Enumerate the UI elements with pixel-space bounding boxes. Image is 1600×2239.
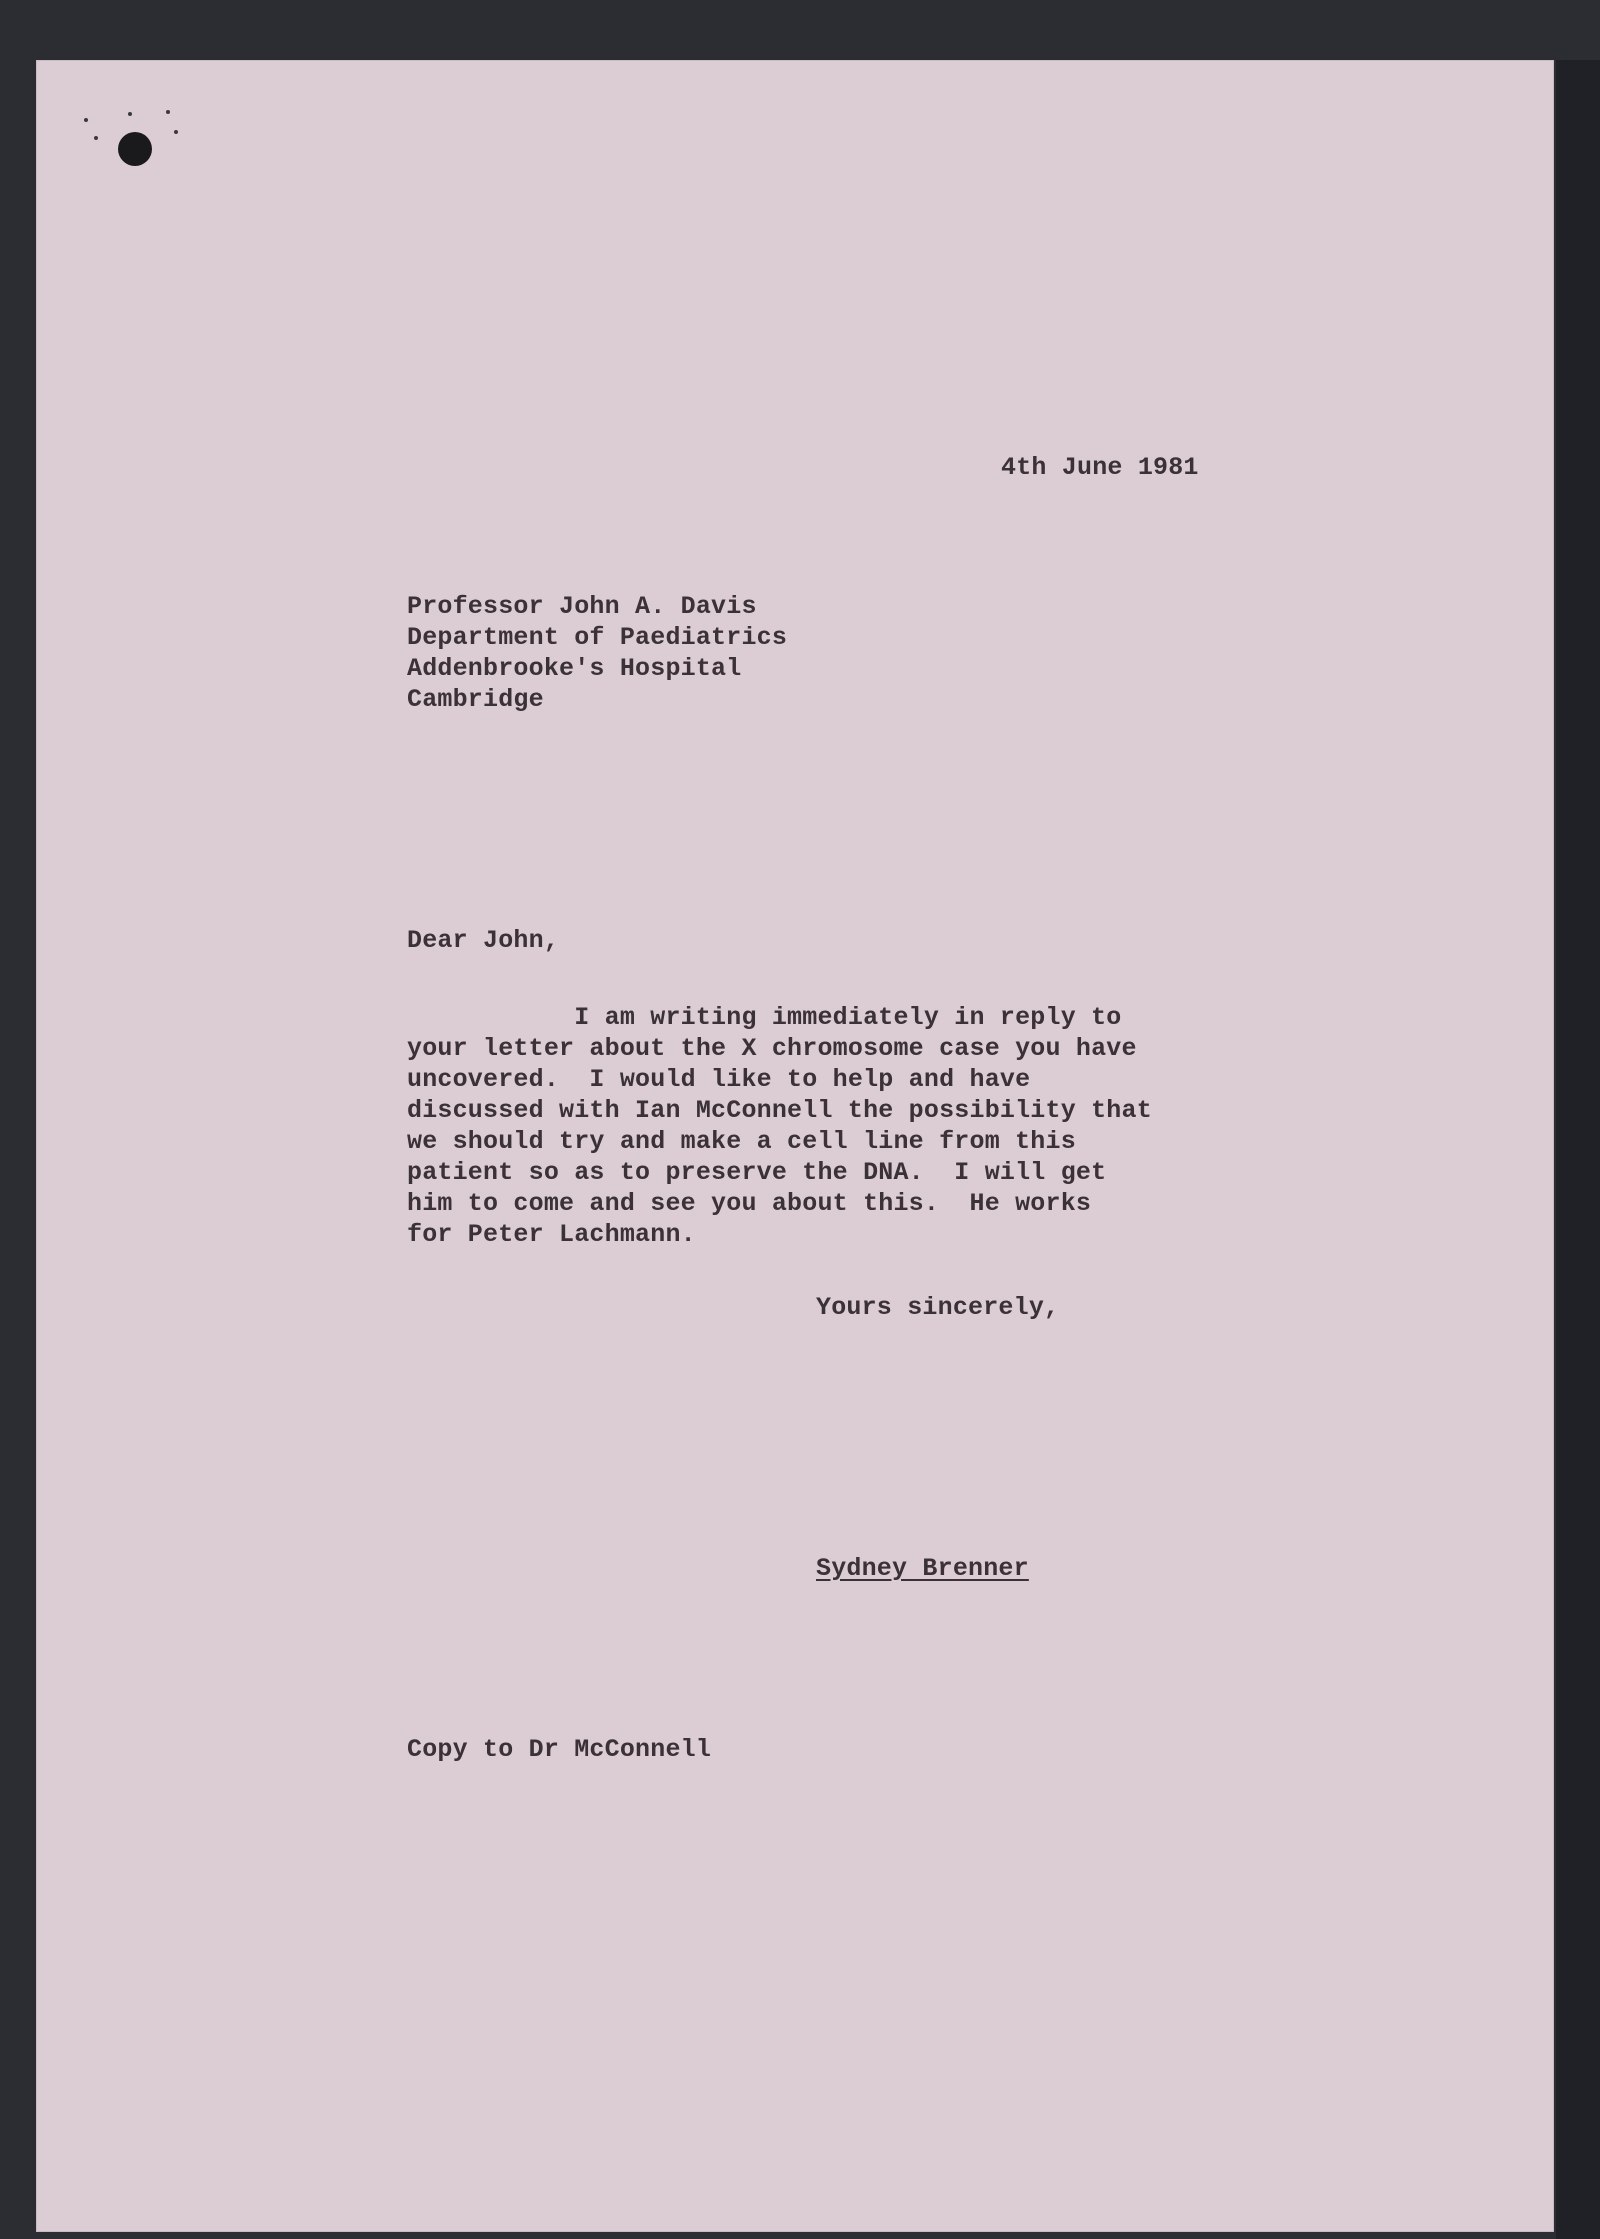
body-line: I am writing immediately in reply to xyxy=(407,1003,1122,1032)
paper-speck xyxy=(174,130,178,134)
letter-date: 4th June 1981 xyxy=(1001,453,1199,482)
recipient-address xyxy=(407,591,787,715)
paper-speck xyxy=(128,112,132,116)
punch-hole xyxy=(118,132,152,166)
address-line: Addenbrooke's Hospital xyxy=(407,654,742,683)
body-line: for Peter Lachmann. xyxy=(407,1220,696,1249)
scan-border xyxy=(1556,60,1600,2239)
address-line: Cambridge xyxy=(407,685,544,714)
show-through-mark xyxy=(226,280,282,409)
paper-speck xyxy=(166,110,170,114)
body-line: patient so as to preserve the DNA. I will get xyxy=(407,1158,1107,1187)
address-line: Professor John A. Davis xyxy=(407,592,757,621)
paper-speck xyxy=(84,118,88,122)
letter-body xyxy=(407,1002,1152,1250)
body-line: uncovered. I would like to help and have xyxy=(407,1065,1031,1094)
salutation: Dear John, xyxy=(407,926,560,955)
body-line: we should try and make a cell line from this xyxy=(407,1127,1076,1156)
copy-to-line: Copy to Dr McConnell xyxy=(407,1735,712,1764)
signature-name: Sydney Brenner xyxy=(816,1554,1029,1583)
paper-speck xyxy=(94,136,98,140)
body-line: discussed with Ian McConnell the possibility that xyxy=(407,1096,1152,1125)
closing: Yours sincerely, xyxy=(816,1293,1060,1322)
address-line: Department of Paediatrics xyxy=(407,623,788,652)
body-line: him to come and see you about this. He works xyxy=(407,1189,1092,1218)
body-line: your letter about the X chromosome case you have xyxy=(407,1034,1137,1063)
